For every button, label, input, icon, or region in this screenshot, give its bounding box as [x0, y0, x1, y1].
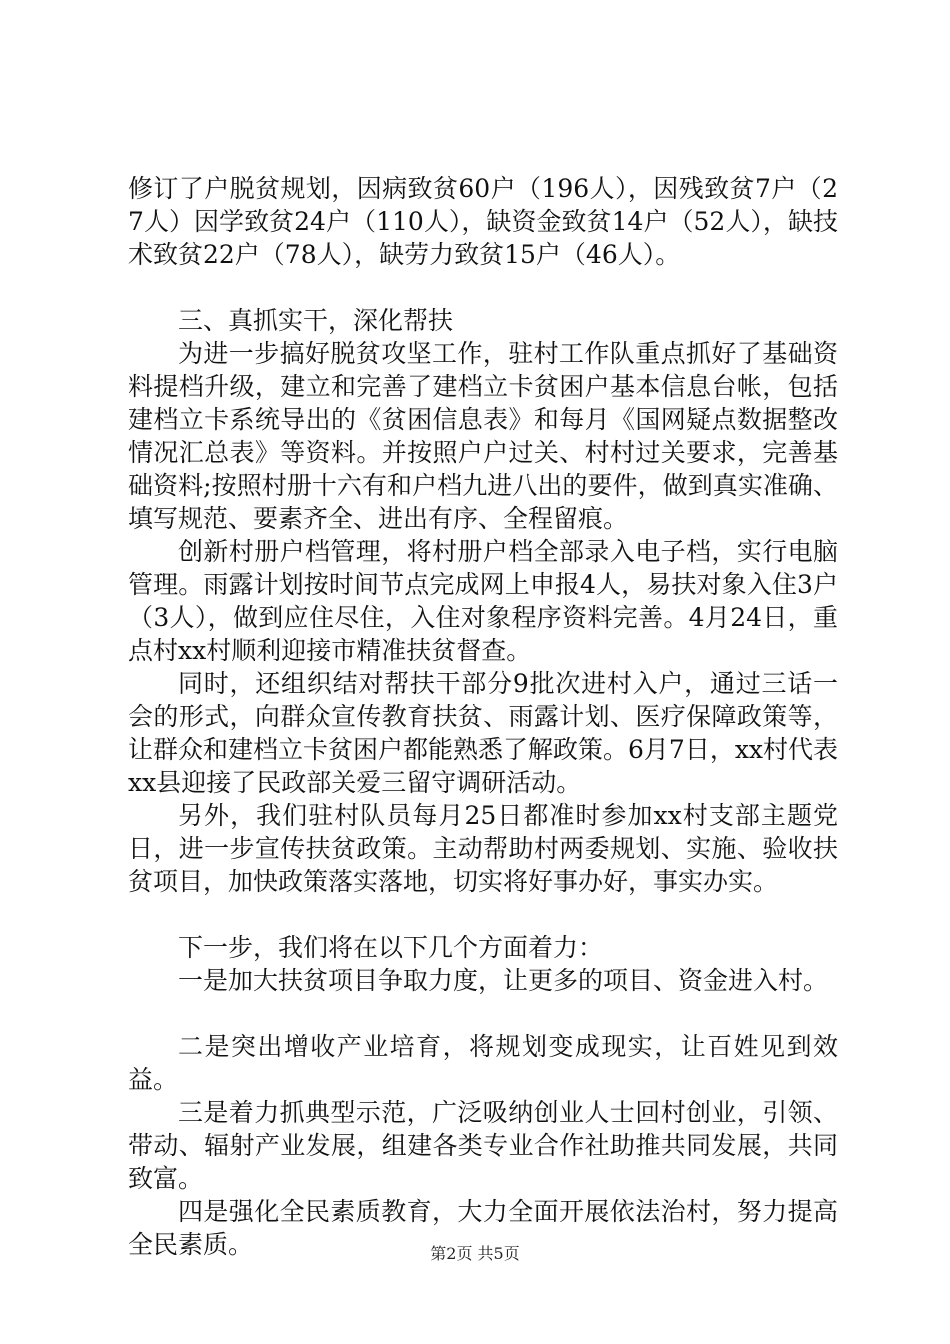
next-step-item-4: 四是强化全民素质教育，大力全面开展依法治村，努力提高全民素质。 — [128, 1197, 838, 1259]
paragraph-spacer — [128, 271, 838, 304]
document-body — [128, 172, 838, 1261]
next-steps-intro: 下一步，我们将在以下几个方面着力： — [178, 933, 604, 962]
next-step-item-3: 三是着力抓典型示范，广泛吸纳创业人士回村创业，引领、带动、辐射产业发展，组建各类专业合作社助推共同发展，共同致富。 — [128, 1098, 838, 1193]
paragraph-3: 创新村册户档管理，将村册户档全部录入电子档，实行电脑管理。雨露计划按时间节点完成网上申报4人，易扶对象入住3户（3人），做到应住尽住，入住对象程序资料完善。4月24日，重点村xx村顺利迎接市精准扶贫督查。 — [128, 537, 838, 665]
paragraph-1: 修订了户脱贫规划，因病致贫60户（196人），因残致贫7户（27人）因学致贫24户（110人），缺资金致贫14户（52人），缺技术致贫22户（78人），缺劳力致贫15户（46人）。 — [128, 174, 838, 269]
paragraph-spacer — [128, 997, 838, 1030]
paragraph-2: 为进一步搞好脱贫攻坚工作，驻村工作队重点抓好了基础资料提档升级，建立和完善了建档立卡贫困户基本信息台帐，包括建档立卡系统导出的《贫困信息表》和每月《国网疑点数据整改情况汇总表》等资料。并按照户户过关、村村过关要求，完善基础资料;按照村册十六有和户档九进八出的要件，做到真实准确、填写规范、要素齐全、进出有序、全程留痕。 — [128, 339, 838, 533]
paragraph-5: 另外，我们驻村队员每月25日都准时参加xx村支部主题党日，进一步宣传扶贫政策。主动帮助村两委规划、实施、验收扶贫项目，加快政策落实落地，切实将好事办好，事实办实。 — [128, 801, 838, 896]
paragraph-spacer — [128, 898, 838, 931]
next-step-item-2: 二是突出增收产业培育，将规划变成现实，让百姓见到效益。 — [128, 1032, 838, 1094]
section-heading: 三、真抓实干，深化帮扶 — [178, 306, 454, 335]
paragraph-4: 同时，还组织结对帮扶干部分9批次进村入户，通过三话一会的形式，向群众宣传教育扶贫、雨露计划、医疗保障政策等，让群众和建档立卡贫困户都能熟悉了解政策。6月7日，xx村代表xx县迎接了民政部关爱三留守调研活动。 — [128, 669, 839, 797]
next-step-item-1: 一是加大扶贫项目争取力度，让更多的项目、资金进入村。 — [178, 966, 829, 995]
page-number-footer: 第2页 共5页 — [430, 1244, 520, 1263]
